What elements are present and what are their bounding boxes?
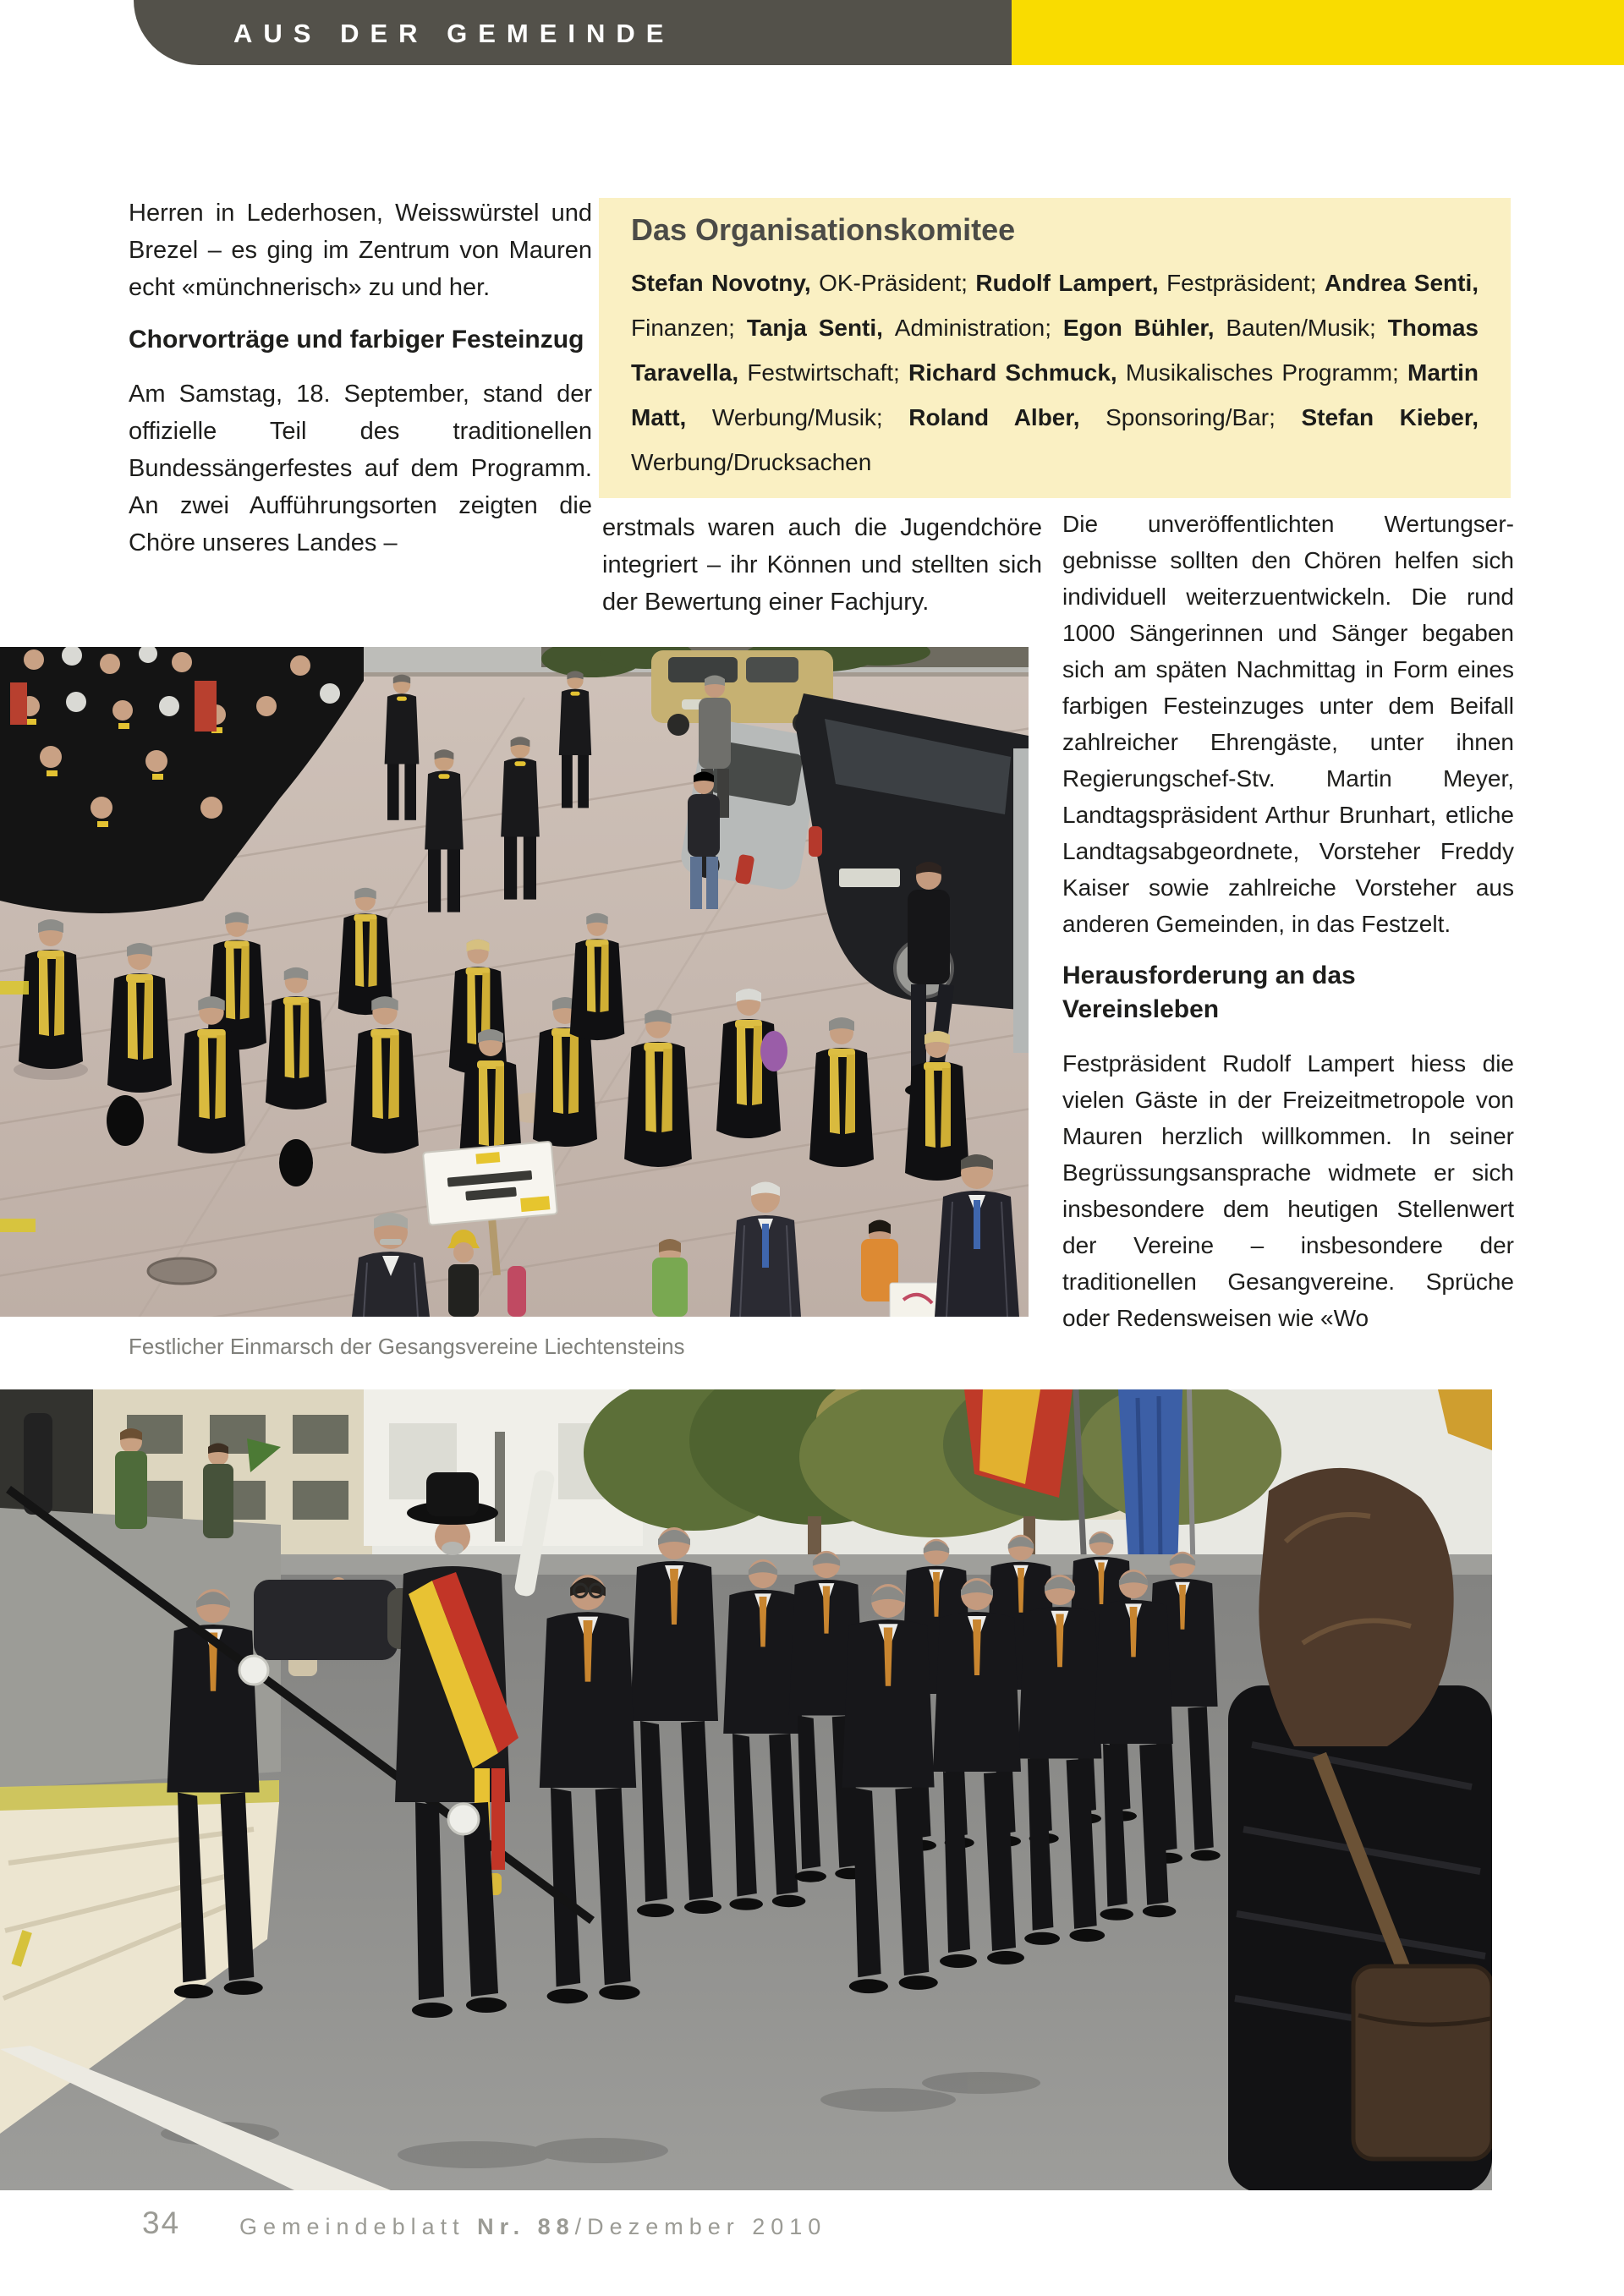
left-paragraph-2: Am Samstag, 18. September, stand der offizielle Teil des traditionellen Bundessängerfestes auf dem Programm. An zwei Aufführungsorten zeigten die Chöre unseres Landes – <box>129 381 592 556</box>
right-paragraph-2: Festpräsident Rudolf Lampert hiess die vielen Gäste in der Freizeitmetropole von Mauren herzlich willkommen. In seiner Begrüssungsansprache widmete er sich insbesondere dem heutigen Stellenwert der Vereine – insbesondere der traditionellen Gesangvereine. Sprüche oder Redensweisen wie «Wo <box>1062 1050 1514 1331</box>
shoulder-bag <box>1353 1966 1492 2159</box>
purple-bag <box>760 1031 787 1071</box>
car-sliver <box>1013 748 1029 1053</box>
left-column <box>129 195 592 578</box>
section-title: AUS DER GEMEINDE <box>233 19 675 48</box>
committee-box <box>599 198 1511 498</box>
right-heading: Herausforderung an das Vereinsleben <box>1062 962 1356 1023</box>
foreground-woman <box>1228 1468 1492 2190</box>
photo-parade-street <box>0 1389 1492 2190</box>
committee-title: Das Organisationskomitee <box>631 212 1016 247</box>
photo-parade-plaza-image <box>0 647 1029 1317</box>
left-heading: Chorvorträge und farbiger Festeinzug <box>129 326 584 353</box>
parked-car-dark <box>254 1580 398 1660</box>
pink-child <box>508 1266 526 1317</box>
committee-members: Stefan Novotny, OK-Präsident; Rudolf Lampert, Festpräsident; Andrea Senti, Finanzen; Tanja Senti, Administration; Egon Bühler, Bauten/Musik; Thomas Taravella, Festwirtschaft; Richard Schmuck, Musikalisches Programm; Martin Matt, Werbung/Musik; Roland Alber, Sponsoring/Bar; Stefan Kieber, Werbung/Drucksachen <box>631 270 1479 475</box>
publication-name: Gemeindeblatt <box>239 2214 478 2239</box>
right-column <box>1062 506 1514 1353</box>
middle-paragraph: erstmals waren auch die Jugendchöre integriert – ihr Können und stellten sich der Bewertung einer Fachjury. <box>602 514 1042 616</box>
left-paragraph-1: Herren in Lederhosen, Weisswürstel und Brezel – es ging im Zentrum von Mauren echt «münchnerisch» zu und her. <box>129 200 592 301</box>
issue-date: /Dezember 2010 <box>574 2214 827 2239</box>
issue-number: Nr. 88 <box>477 2214 575 2239</box>
white-glove-upper <box>239 1656 268 1685</box>
photo-parade-street-image <box>0 1389 1492 2190</box>
accent-yellow-bar <box>1012 0 1624 65</box>
photo-parade-plaza <box>0 647 1029 1317</box>
photo-caption: Festlicher Einmarsch der Gesangsvereine Liechtensteins <box>129 1334 685 1359</box>
middle-column <box>602 509 1042 638</box>
white-glove-lower <box>448 1804 479 1834</box>
right-paragraph-1: Die unveröffentlichten Wertungsergebnisse sollten den Chören helfen sich individuell weiterzuentwickeln. Die rund 1000 Sängerinnen und Sänger begaben sich am späten Nachmittag in Form eines farbigen Festeinzuges unter dem Beifall zahlreicher Ehrengäste, unter ihnen Regierungschef-Stv. Martin Meyer, Landtagspräsident Arthur Brunhart, etliche Landtagsabgeordnete, Vorsteher Freddy Kaiser sowie zahlreiche Vorsteher aus anderen Gemeinden, in das Festzelt. <box>1062 511 1514 937</box>
boy-yellow-cap <box>447 1230 480 1317</box>
section-banner <box>134 0 1012 65</box>
manhole-cover <box>148 1258 216 1284</box>
publication-line <box>239 2214 826 2240</box>
page-number: 34 <box>142 2206 181 2240</box>
